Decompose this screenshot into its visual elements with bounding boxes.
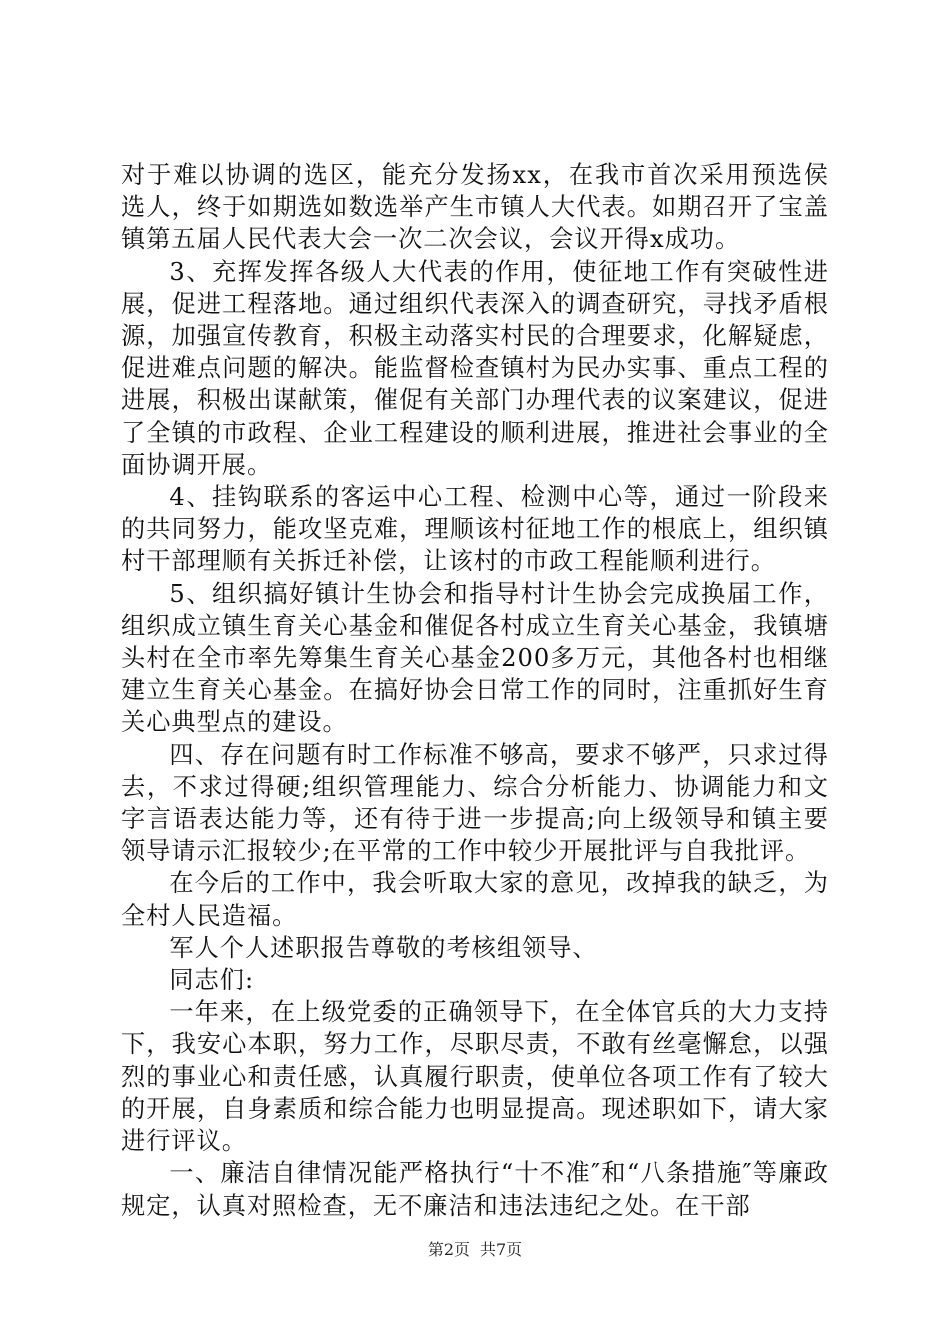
page-footer [0,1240,950,1260]
page-number: 第2页 [427,1240,470,1259]
page-total: 共7页 [480,1240,523,1259]
paragraph-3: 4、挂钩联系的客运中心工程、检测中心等，通过一阶段来的共同努力，能攻坚克难，理顺该村征地工作的根底上，组织镇村干部理顺有关拆迁补偿，让该村的市政工程能顺利进行。 [121,483,829,576]
paragraph-8: 同志们: [169,966,255,995]
paragraph-4: 5、组织搞好镇计生协会和指导村计生协会完成换届工作，组织成立镇生育关心基金和催促各村成立生育关心基金，我镇塘头村在全市率先筹集生育关心基金200多万元，其他各村也相继建立生育关心基金。在搞好协会日常工作的同时，注重抓好生育关心典型点的建设。 [121,579,829,737]
paragraph-10: 一、廉洁自律情况能严格执行“十不准″和“八条措施″等廉政规定，认真对照检查，无不廉洁和违法违纪之处。在干部 [121,1159,829,1220]
paragraph-9: 一年来，在上级党委的正确领导下，在全体官兵的大力支持下，我安心本职，努力工作，尽职尽责，不敢有丝毫懈怠，以强烈的事业心和责任感，认真履行职责，使单位各项工作有了较大的开展，自身素质和综合能力也明显提高。现述职如下，请大家进行评议。 [121,998,829,1156]
document-body [121,159,829,1222]
paragraph-1: 对于难以协调的选区，能充分发扬xx，在我市首次采用预选侯选人，终于如期选如数选举产生市镇人大代表。如期召开了宝盖镇第五届人民代表大会一次二次会议，会议开得x成功。 [121,161,829,254]
paragraph-7: 军人个人述职报告尊敬的考核组领导、 [169,933,598,962]
paragraph-6: 在今后的工作中，我会听取大家的意见，改掉我的缺乏，为全村人民造福。 [121,869,829,930]
paragraph-2: 3、充挥发挥各级人大代表的作用，使征地工作有突破性进展，促进工程落地。通过组织代表深入的调查研究，寻找矛盾根源，加强宣传教育，积极主动落实村民的合理要求，化解疑虑，促进难点问题的解决。能监督检查镇村为民办实事、重点工程的进展，积极出谋献策，催促有关部门办理代表的议案建议，促进了全镇的市政程、企业工程建设的顺利进展，推进社会事业的全面协调开展。 [121,257,829,479]
paragraph-5: 四、存在问题有时工作标准不够高，要求不够严，只求过得去，不求过得硬;组织管理能力、综合分析能力、协调能力和文字言语表达能力等，还有待于进一步提高;向上级领导和镇主要领导请示汇报较少;在平常的工作中较少开展批评与自我批评。 [121,740,829,866]
